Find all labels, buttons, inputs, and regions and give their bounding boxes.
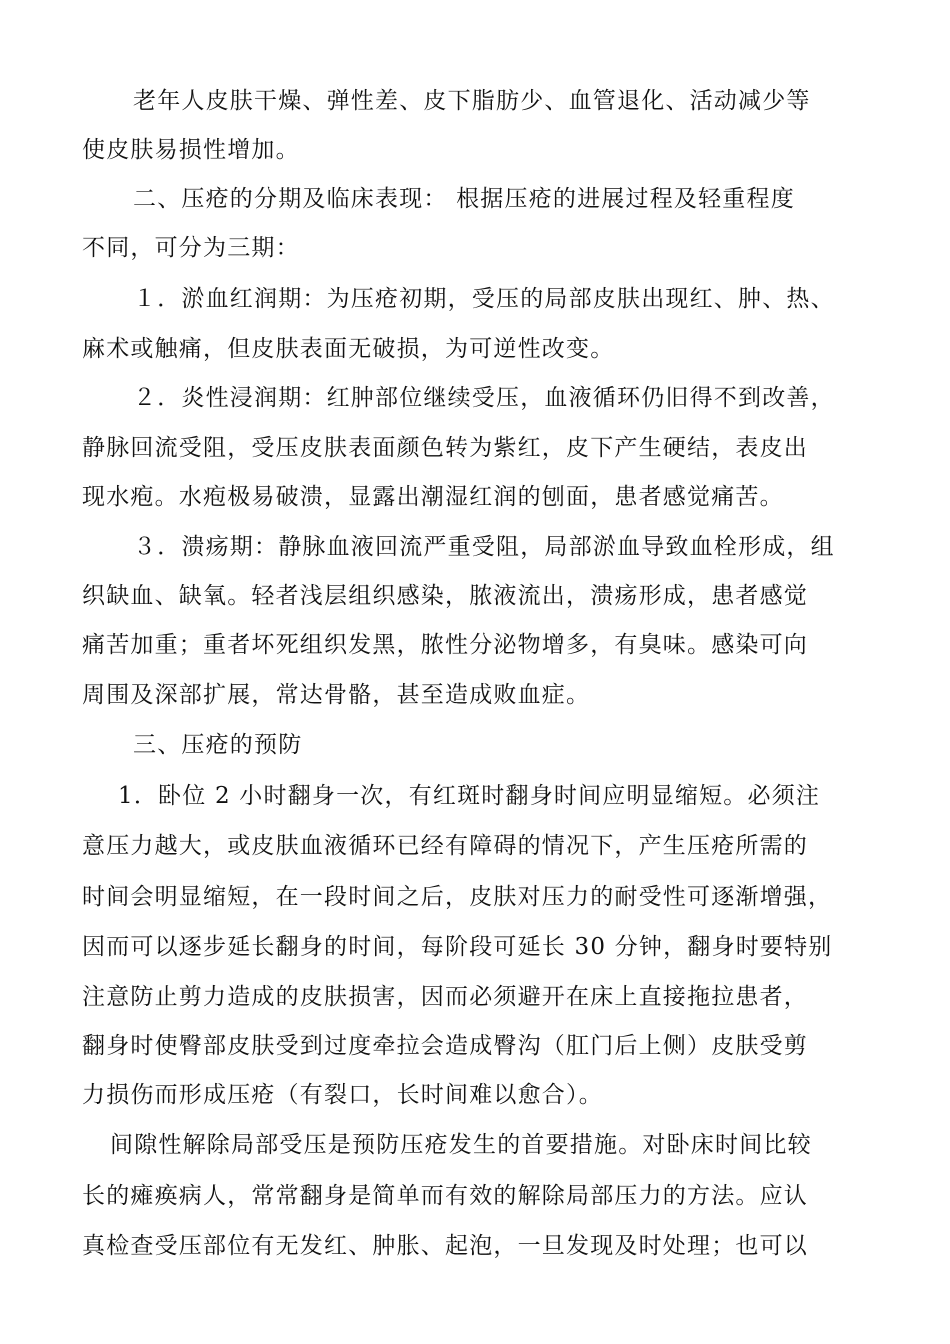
text-line: 间隙性解除局部受压是预防压疮发生的首要措施。对卧床时间比较 — [110, 1132, 812, 1158]
text-line: 注意防止剪力造成的皮肤损害，因而必须避开在床上直接拖拉患者， — [82, 984, 808, 1010]
text-line: 老年人皮肤干燥、弹性差、皮下脂肪少、血管退化、活动减少等 — [133, 88, 811, 114]
text-line: 静脉回流受阻，受压皮肤表面颜色转为紫红，皮下产生硬结，表皮出 — [82, 435, 808, 461]
text-line: 力损伤而形成压疮（有裂口，长时间难以愈合）。 — [82, 1082, 603, 1108]
text-line: ３．溃疡期：静脉血液回流严重受阻，局部淤血导致血栓形成，组 — [133, 534, 835, 560]
section-heading-line: 二、压疮的分期及临床表现： 根据压疮的进展过程及轻重程度 — [133, 186, 795, 212]
text-line: 周围及深部扩展，常达骨骼，甚至造成败血症。 — [82, 682, 591, 708]
text-line: 织缺血、缺氧。轻者浅层组织感染，脓液流出，溃疡形成，患者感觉 — [82, 583, 808, 609]
text-line: 因而可以逐步延长翻身的时间，每阶段可延长 30 分钟，翻身时要特别 — [82, 934, 833, 960]
text-line: 翻身时使臀部皮肤受到过度牵拉会造成臀沟（肛门后上侧）皮肤受剪 — [82, 1033, 808, 1059]
text-line: 麻术或触痛，但皮肤表面无破损，为可逆性改变。 — [82, 336, 615, 362]
text-line: 长的瘫痪病人，常常翻身是简单而有效的解除局部压力的方法。应认 — [82, 1183, 808, 1209]
text-line: 痛苦加重；重者坏死组织发黑，脓性分泌物增多，有臭味。感染可向 — [82, 632, 808, 658]
section-heading-line: 三、压疮的预防 — [133, 732, 303, 758]
text-line: 现水疱。水疱极易破溃，显露出潮湿红润的刨面，患者感觉痛苦。 — [82, 484, 784, 510]
text-line: ２．炎性浸润期：红肿部位继续受压，血液循环仍旧得不到改善， — [133, 385, 835, 411]
text-line: 不同，可分为三期： — [82, 235, 300, 261]
text-line: 使皮肤易损性增加。 — [82, 137, 300, 163]
text-line: 意压力越大，或皮肤血液循环已经有障碍的情况下，产生压疮所需的 — [82, 833, 808, 859]
text-line: １．淤血红润期：为压疮初期，受压的局部皮肤出现红、肿、热、 — [133, 286, 835, 312]
text-line: 真检查受压部位有无发红、肿胀、起泡，一旦发现及时处理；也可以 — [82, 1233, 808, 1259]
text-line: 时间会明显缩短，在一段时间之后，皮肤对压力的耐受性可逐渐增强， — [82, 884, 833, 910]
text-line: 1．卧位 2 小时翻身一次，有红斑时翻身时间应明显缩短。必须注 — [118, 783, 821, 809]
